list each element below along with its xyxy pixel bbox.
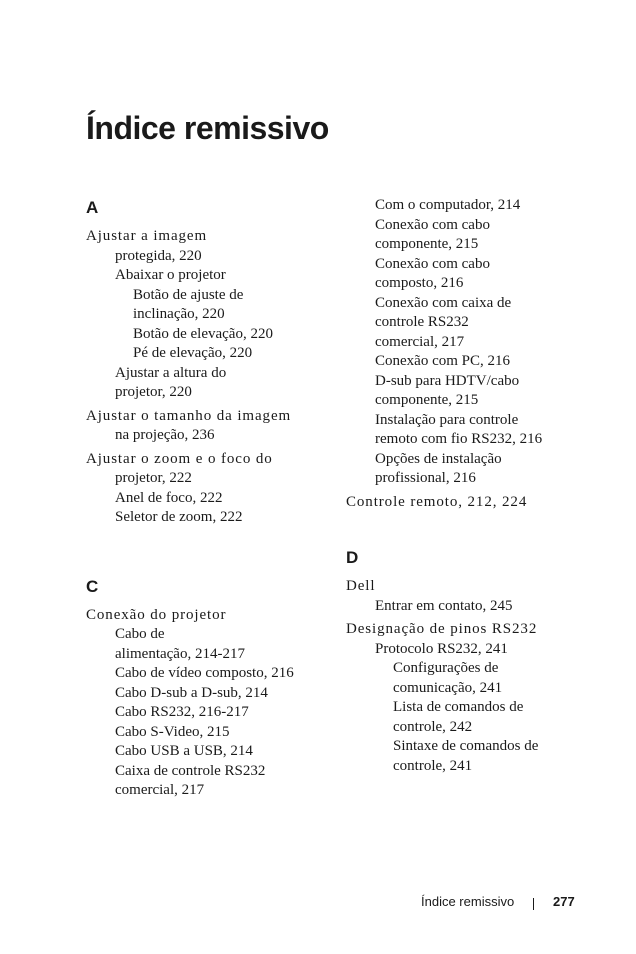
index-subterm: Caixa de controle RS232	[115, 762, 266, 779]
index-subterm: D-sub para HDTV/cabo	[375, 372, 520, 389]
index-entry	[346, 196, 576, 489]
index-subterm: Instalação para controle	[375, 411, 519, 428]
page-title: Índice remissivo	[86, 110, 329, 146]
index-subterm: componente, 215	[375, 392, 479, 408]
index-term: Conexão do projetor	[86, 606, 227, 623]
index-subterm: Cabo RS232, 216-217	[115, 704, 249, 720]
index-subterm: Cabo D-sub a D-sub, 214	[115, 684, 268, 701]
footer-separator	[533, 898, 534, 910]
index-subsubterm: Pé de elevação, 220	[133, 345, 253, 361]
index-subsubterm: comunicação, 241	[393, 679, 503, 696]
index-term: Controle remoto, 212, 224	[346, 493, 528, 510]
index-entry	[86, 407, 331, 446]
index-subsubterm: Configurações de	[393, 660, 499, 676]
index-subterm: Cabo USB a USB, 214	[115, 743, 253, 759]
index-subterm: alimentação, 214-217	[115, 645, 245, 662]
index-subterm: profissional, 216	[375, 470, 476, 486]
index-subterm: componente, 215	[375, 236, 479, 252]
index-letter-heading: A	[86, 198, 99, 217]
index-subterm: Conexão com cabo	[375, 216, 490, 233]
index-subterm: Com o computador, 214	[375, 197, 521, 213]
index-entry	[346, 493, 576, 513]
index-subterm: comercial, 217	[115, 782, 205, 798]
index-term: Ajustar o zoom e o foco do	[86, 450, 273, 467]
index-term: Designação de pinos RS232	[346, 621, 538, 637]
index-letter-heading: C	[86, 576, 99, 596]
index-subterm: comercial, 217	[375, 333, 465, 350]
index-subterm: projetor, 220	[115, 384, 192, 400]
index-subterm: projetor, 222	[115, 470, 192, 486]
index-subsubterm: Lista de comandos de	[393, 699, 524, 715]
index-subsubterm: controle, 242	[393, 718, 473, 735]
index-subsubterm: Botão de ajuste de	[133, 286, 244, 303]
section-gap	[346, 516, 576, 546]
footer-page-number: 277	[553, 894, 575, 909]
index-subterm: Conexão com cabo	[375, 255, 490, 272]
index-term: Dell	[346, 578, 376, 594]
index-subterm: controle RS232	[375, 314, 469, 330]
index-subterm: Anel de foco, 222	[115, 489, 223, 506]
index-subterm: Abaixar o projetor	[115, 267, 226, 283]
index-term: Ajustar a imagem	[86, 228, 208, 244]
index-subterm: Conexão com PC, 216	[375, 353, 510, 369]
index-subsubterm: Sintaxe de comandos de	[393, 738, 539, 754]
index-term: Ajustar o tamanho da imagem	[86, 407, 292, 424]
index-subterm: Entrar em contato, 245	[375, 597, 513, 614]
index-subterm: composto, 216	[375, 275, 464, 291]
index-subterm: na projeção, 236	[115, 427, 215, 443]
index-entry	[86, 227, 331, 403]
index-subsubterm: Botão de elevação, 220	[133, 325, 273, 342]
index-subterm: Ajustar a altura do	[115, 364, 227, 381]
index-subterm: protegida, 220	[115, 247, 202, 264]
index-entry	[86, 450, 331, 528]
index-letter-heading: D	[346, 548, 359, 567]
index-column-left	[86, 196, 331, 805]
index-column-right	[346, 196, 576, 780]
footer-section-label: Índice remissivo	[421, 894, 515, 909]
index-subsubterm: inclinação, 220	[133, 306, 225, 322]
index-subterm: Protocolo RS232, 241	[375, 640, 508, 657]
index-entry	[346, 577, 576, 616]
index-subterm: remoto com fio RS232, 216	[375, 431, 543, 447]
index-subterm: Conexão com caixa de	[375, 294, 512, 311]
index-subterm: Opções de instalação	[375, 450, 502, 467]
index-subterm: Cabo S-Video, 215	[115, 723, 230, 740]
index-subterm: Seletor de zoom, 222	[115, 509, 243, 525]
index-subterm: Cabo de vídeo composto, 216	[115, 665, 294, 681]
index-entry	[86, 606, 331, 801]
index-subterm: Cabo de	[115, 626, 165, 642]
index-subsubterm: controle, 241	[393, 757, 473, 774]
section-gap	[86, 532, 331, 575]
index-entry	[346, 620, 576, 776]
